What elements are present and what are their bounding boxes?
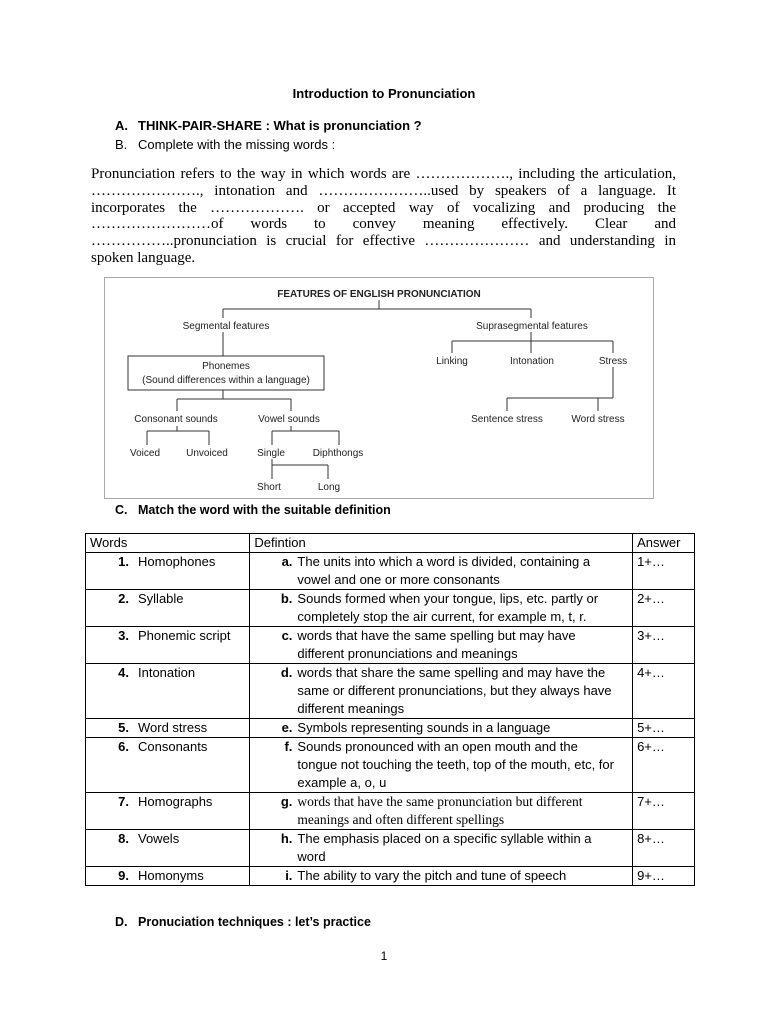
definition-letter: d. <box>280 665 293 680</box>
diagram-word-stress: Word stress <box>571 414 625 425</box>
definition-text: The ability to vary the pitch and tune of speech <box>297 868 567 883</box>
section-a-text: THINK-PAIR-SHARE : What is pronunciation ? <box>138 118 422 133</box>
diagram-vowel-sounds: Vowel sounds <box>258 414 320 425</box>
section-d-marker: D. <box>115 915 128 929</box>
section-c-marker: C. <box>115 503 128 517</box>
section-a-marker: A. <box>115 118 128 133</box>
answer-cell: 4+… <box>633 664 695 719</box>
section-d-text: Pronuciation techniques : let’s practice <box>138 915 371 929</box>
definition-text: words that have the same spelling but may have different pronunciations and meanings <box>297 628 576 661</box>
table-row <box>86 738 695 793</box>
word-cell <box>86 719 250 738</box>
answer-cell: 7+… <box>633 793 695 830</box>
column-header-words: Words <box>86 534 250 553</box>
definition-cell <box>250 867 633 886</box>
diagram-segmental-features: Segmental features <box>182 321 270 332</box>
answer-cell: 5+… <box>633 719 695 738</box>
word-cell <box>86 793 250 830</box>
diagram-phonemes-note: (Sound differences within a language) <box>142 375 310 386</box>
diagram-phonemes: Phonemes <box>202 361 250 372</box>
section-c-heading <box>115 503 391 517</box>
word-text: Intonation <box>138 665 196 680</box>
definition-cell <box>250 553 633 590</box>
definition-letter: e. <box>281 720 293 735</box>
pronunciation-features-diagram <box>104 277 654 499</box>
definition-letter: b. <box>280 591 293 606</box>
diagram-voiced: Voiced <box>129 448 161 459</box>
paragraph-line: spoken language. <box>91 249 196 266</box>
definition-text: words that share the same spelling and may have the same or different pronunciations, but they always have different meanings <box>297 665 612 716</box>
section-a-heading <box>115 118 422 133</box>
definition-cell <box>250 830 633 867</box>
definition-letter: a. <box>281 554 293 569</box>
definition-text: Sounds formed when your tongue, lips, etc. partly or completely stop the air current, for example m, t, r. <box>297 591 599 624</box>
definition-text: Sounds pronounced with an open mouth and the tongue not touching the teeth, top of the mouth, etc, for example a, o, u <box>297 739 614 790</box>
diagram-title: FEATURES OF ENGLISH PRONUNCIATION <box>277 289 481 300</box>
page-number: 1 <box>380 949 388 963</box>
word-text: Homonyms <box>138 868 204 883</box>
section-b-text: Complete with the missing words : <box>138 137 336 152</box>
word-number: 4. <box>118 665 129 680</box>
paragraph-line: ……………………of words to convey meaning effectively. Clear and <box>91 216 676 233</box>
diagram-suprasegmental-features: Suprasegmental features <box>476 321 588 332</box>
diagram-diphthongs: Diphthongs <box>312 448 364 459</box>
table-row <box>86 830 695 867</box>
table-row <box>86 553 695 590</box>
diagram-long: Long <box>317 482 341 493</box>
diagram-intonation: Intonation <box>510 356 554 367</box>
word-number: 5. <box>118 720 129 735</box>
word-number: 3. <box>118 628 129 643</box>
section-b-marker: B. <box>115 137 128 152</box>
paragraph-line: incorporates the ………………. or accepted way of vocalizing and producing the <box>91 199 676 216</box>
answer-cell: 6+… <box>633 738 695 793</box>
word-text: Syllable <box>138 591 184 606</box>
table-row <box>86 627 695 664</box>
column-header-definition: Defintion <box>250 534 633 553</box>
section-d-heading <box>115 915 371 929</box>
word-cell <box>86 627 250 664</box>
word-cell <box>86 553 250 590</box>
definition-letter: f. <box>284 739 293 754</box>
answer-cell: 8+… <box>633 830 695 867</box>
definition-letter: c. <box>281 628 293 643</box>
page-title: Introduction to Pronunciation <box>292 86 476 101</box>
table-row <box>86 867 695 886</box>
diagram-unvoiced: Unvoiced <box>186 448 228 459</box>
word-text: Homographs <box>138 794 213 809</box>
table-header-row <box>86 534 695 553</box>
answer-cell: 2+… <box>633 590 695 627</box>
diagram-stress: Stress <box>598 356 628 367</box>
word-cell <box>86 664 250 719</box>
word-text: Phonemic script <box>138 628 231 643</box>
paragraph-line: Pronunciation refers to the way in which words are ………………., including the articulation, <box>91 166 676 182</box>
definition-text: Symbols representing sounds in a language <box>297 720 551 735</box>
table-row <box>86 664 695 719</box>
matching-table <box>85 533 695 886</box>
table-body <box>86 553 695 886</box>
word-number: 9. <box>118 868 129 883</box>
answer-cell: 1+… <box>633 553 695 590</box>
word-text: Word stress <box>138 720 208 735</box>
table-row <box>86 590 695 627</box>
definition-letter: g. <box>280 794 293 809</box>
word-number: 7. <box>118 794 129 809</box>
word-cell <box>86 738 250 793</box>
diagram-single: Single <box>257 448 285 459</box>
definition-cell <box>250 664 633 719</box>
definition-letter: h. <box>280 831 293 846</box>
diagram-linking: Linking <box>436 356 468 367</box>
definition-cell <box>250 590 633 627</box>
word-cell <box>86 867 250 886</box>
column-header-answer: Answer <box>633 534 695 553</box>
section-b-heading <box>115 137 335 152</box>
answer-cell: 3+… <box>633 627 695 664</box>
definition-cell <box>250 793 633 830</box>
word-cell <box>86 590 250 627</box>
word-text: Homophones <box>138 554 216 569</box>
word-number: 2. <box>118 591 129 606</box>
diagram-svg <box>105 278 653 498</box>
word-number: 6. <box>118 739 129 754</box>
table-row <box>86 793 695 830</box>
table-row <box>86 719 695 738</box>
definition-text: The units into which a word is divided, containing a vowel and one or more consonants <box>297 554 591 587</box>
definition-cell <box>250 738 633 793</box>
section-c-text: Match the word with the suitable definition <box>138 503 391 517</box>
word-cell <box>86 830 250 867</box>
word-text: Consonants <box>138 739 208 754</box>
word-number: 1. <box>118 554 129 569</box>
diagram-consonant-sounds: Consonant sounds <box>134 414 218 425</box>
word-text: Vowels <box>138 831 180 846</box>
diagram-short: Short <box>257 482 281 493</box>
definition-text: The emphasis placed on a specific syllable within a word <box>297 831 592 864</box>
definition-text: words that have the same pronunciation but different meanings and often different spellings <box>297 794 583 827</box>
answer-cell: 9+… <box>633 867 695 886</box>
definition-letter: i. <box>285 868 293 883</box>
fill-in-paragraph <box>91 166 676 267</box>
definition-cell <box>250 627 633 664</box>
diagram-sentence-stress: Sentence stress <box>471 414 543 425</box>
word-number: 8. <box>118 831 129 846</box>
paragraph-line: ……………..pronunciation is crucial for effective ………………… and understanding in <box>91 233 676 250</box>
definition-cell <box>250 719 633 738</box>
paragraph-line: …………………., intonation and …………………..used by speakers of a language. It <box>91 182 676 199</box>
